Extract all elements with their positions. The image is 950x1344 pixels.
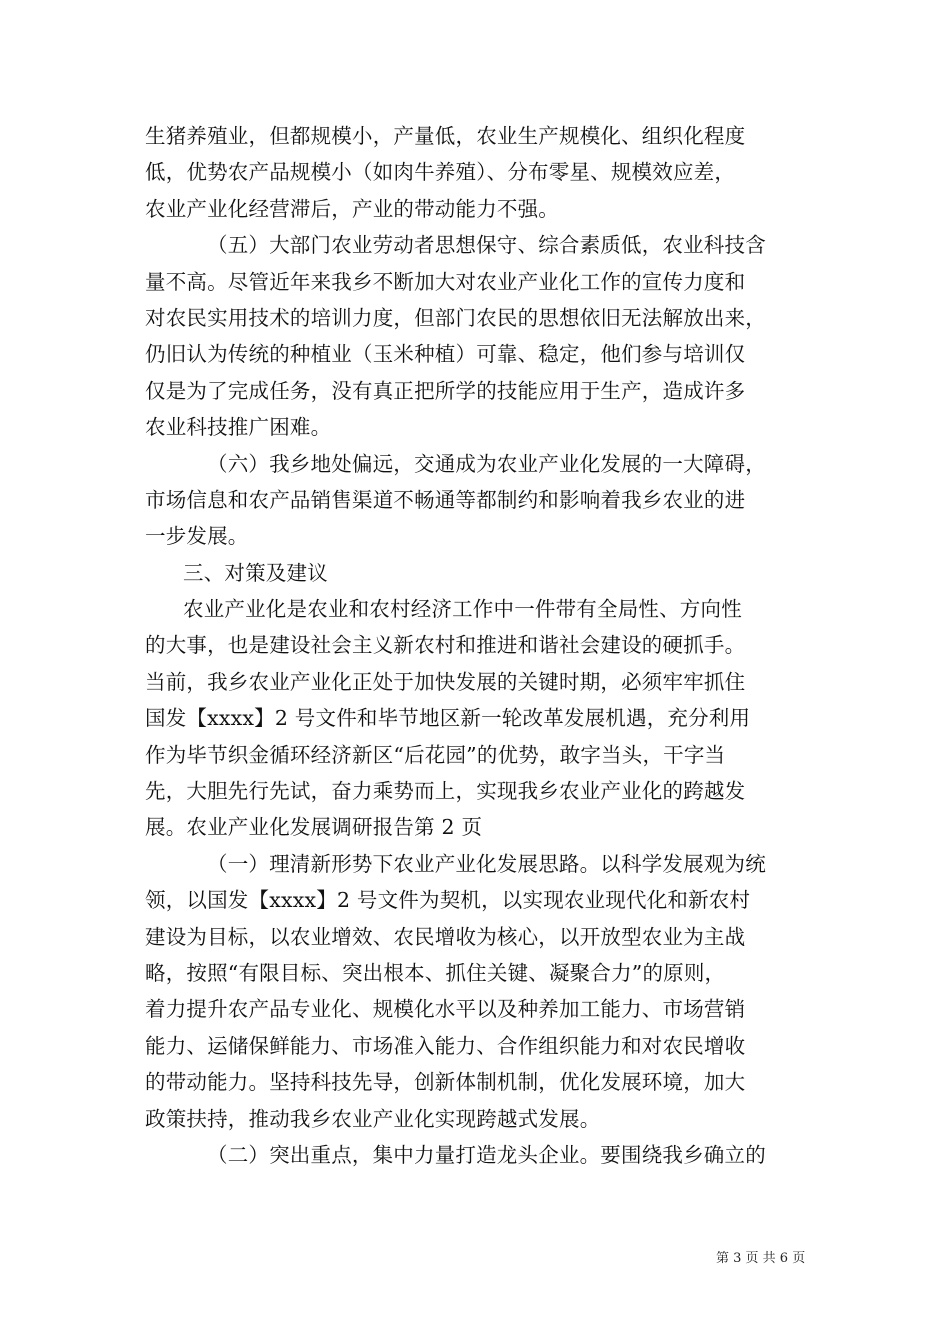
text-line: 领，以国发【xxxx】2 号文件为契机，以实现农业现代化和新农村: [145, 888, 751, 913]
text-line: 略，按照“有限目标、突出根本、抓住关键、凝聚合力”的原则，: [145, 960, 726, 985]
paragraph-start-6: （六）我乡地处偏远，交通成为农业产业化发展的一大障碍，: [207, 451, 766, 476]
section-heading: 三、对策及建议: [183, 560, 328, 585]
page-number-footer: 第 3 页 共 6 页: [716, 1251, 806, 1266]
text-line: 作为毕节织金循环经济新区“后花园”的优势，敢字当头，干字当: [145, 742, 726, 767]
text-line: 先，大胆先行先试，奋力乘势而上，实现我乡农业产业化的跨越发: [145, 779, 746, 804]
paragraph-start-1: （一）理清新形势下农业产业化发展思路。以科学发展观为统: [207, 851, 766, 876]
text-line: 量不高。尽管近年来我乡不断加大对农业产业化工作的宣传力度和: [145, 269, 746, 294]
text-line: 展。农业产业化发展调研报告第 2 页: [145, 815, 483, 840]
text-line: 低，优势农产品规模小（如肉牛养殖）、分布零星、规模效应差，: [145, 160, 736, 185]
text-line: 农业产业化经营滞后，产业的带动能力不强。: [145, 196, 559, 221]
text-line: 建设为目标，以农业增效、农民增收为核心，以开放型农业为主战: [145, 924, 746, 949]
text-line: 国发【xxxx】2 号文件和毕节地区新一轮改革发展机遇，充分利用: [145, 706, 751, 731]
text-line: 市场信息和农产品销售渠道不畅通等都制约和影响着我乡农业的进: [145, 487, 746, 512]
text-line: 着力提升农产品专业化、规模化水平以及种养加工能力、市场营销: [145, 997, 746, 1022]
paragraph-start-intro: 农业产业化是农业和农村经济工作中一件带有全局性、方向性: [183, 597, 742, 622]
text-line: 农业科技推广困难。: [145, 415, 332, 440]
text-line: 仅是为了完成任务，没有真正把所学的技能应用于生产，造成许多: [145, 378, 746, 403]
text-line: 一步发展。: [145, 524, 249, 549]
text-line: 政策扶持，推动我乡农业产业化实现跨越式发展。: [145, 1106, 601, 1131]
text-line: 仍旧认为传统的种植业（玉米种植）可靠、稳定，他们参与培训仅: [145, 342, 746, 367]
text-line: 的带动能力。坚持科技先导，创新体制机制，优化发展环境，加大: [145, 1070, 746, 1095]
text-line: 能力、运储保鲜能力、市场准入能力、合作组织能力和对农民增收: [145, 1033, 746, 1058]
document-body: [145, 118, 810, 1173]
text-line: 当前，我乡农业产业化正处于加快发展的关键时期，必须牢牢抓住: [145, 669, 746, 694]
text-line: 的大事，也是建设社会主义新农村和推进和谐社会建设的硬抓手。: [145, 633, 746, 658]
paragraph-start-5: （五）大部门农业劳动者思想保守、综合素质低，农业科技含: [207, 233, 766, 258]
text-line: 生猪养殖业，但都规模小，产量低，农业生产规模化、组织化程度: [145, 124, 746, 148]
text-line: 对农民实用技术的培训力度，但部门农民的思想依旧无法解放出来，: [145, 305, 766, 330]
paragraph-start-2: （二）突出重点，集中力量打造龙头企业。要围绕我乡确立的: [207, 1142, 766, 1167]
